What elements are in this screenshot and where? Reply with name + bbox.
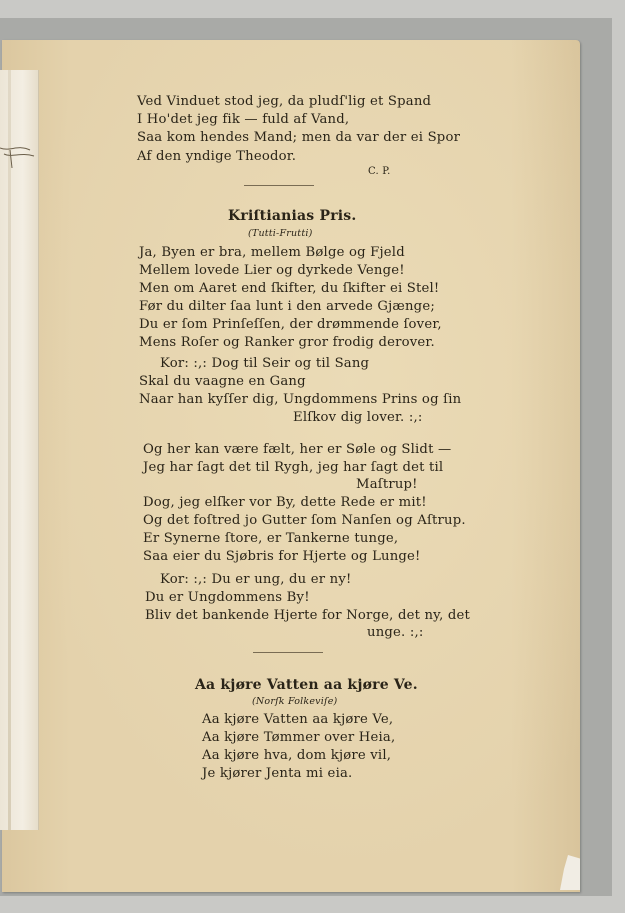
poem2-line: Og det foſtred jo Gutter ſom Nanſen og Aſtrup. [143, 513, 466, 528]
poem2-line: Bliv det bankende Hjerte for Norge, det ny, det [145, 608, 471, 623]
poem1-line: Saa kom hendes Mand; men da var der ei Spor [137, 130, 461, 145]
poem2-chorus: Kor: :,: Dog til Seir og til Sang [160, 356, 370, 371]
poem2-line: Men om Aaret end ſkifter, du ſkifter ei Stel! [139, 281, 440, 296]
poem2-line: Saa eier du Sjøbris for Hjerte og Lunge! [143, 549, 421, 564]
poem2-line: Og her kan være fælt, her er Søle og Slidt — [143, 442, 452, 457]
poem2-line: Du er ſom Prinſeſſen, der drømmende ſover, [139, 317, 442, 332]
poem2-line: Elſkov dig lover. :,: [293, 410, 423, 425]
poem2-line: Du er Ungdommens By! [145, 590, 310, 605]
poem2-line: Ja, Byen er bra, mellem Bølge og Fjeld [139, 245, 405, 260]
poem2-chorus: Kor: :,: Du er ung, du er ny! [160, 572, 352, 587]
poem3-line: Aa kjøre hva, dom kjøre vil, [202, 748, 392, 763]
poem3-title: Aa kjøre Vatten aa kjøre Ve. [195, 677, 418, 693]
poem2-line: Naar han kyſſer dig, Ungdommens Prins og ſin [139, 392, 462, 407]
poem2-line: Er Synerne ſtore, er Tankerne tunge, [143, 531, 399, 546]
poem2-line: unge. :,: [367, 625, 424, 640]
divider [253, 652, 323, 653]
poem2-title: Kriſtianias Pris. [228, 208, 357, 224]
poem3-subtitle: (Norſk Folkeviſe) [252, 696, 338, 707]
poem1-line: I Ho'det jeg fik — fuld af Vand, [137, 112, 350, 127]
poem1-line: Af den yndige Theodor. [137, 149, 297, 164]
poem2-line: Før du dilter ſaa lunt i den arvede Gjænge; [139, 299, 435, 314]
binding-thread-icon [0, 140, 38, 170]
divider [244, 185, 314, 186]
poem3-line: Aa kjøre Tømmer over Heia, [202, 730, 396, 745]
poem2-line: Dog, jeg elſker vor By, dette Rede er mit! [143, 495, 427, 510]
poem3-line: Je kjører Jenta mi eia. [202, 766, 353, 781]
poem2-line: Mellem lovede Lier og dyrkede Venge! [139, 263, 405, 278]
poem2-line: Mens Roſer og Ranker gror frodig derover. [139, 335, 435, 350]
poem2-line: Skal du vaagne en Gang [139, 374, 306, 389]
poem1-line: Ved Vinduet stod jeg, da pludſ'lig et Spand [137, 94, 432, 109]
poem3-line: Aa kjøre Vatten aa kjøre Ve, [202, 712, 394, 727]
poem2-subtitle: (Tutti-Frutti) [248, 228, 313, 239]
poem1-signature: C. P. [368, 166, 391, 177]
poem2-line: Maſtrup! [356, 477, 418, 492]
poem2-line: Jeg har ſagt det til Rygh, jeg har ſagt det til [143, 460, 444, 475]
binding-strip [0, 70, 39, 830]
